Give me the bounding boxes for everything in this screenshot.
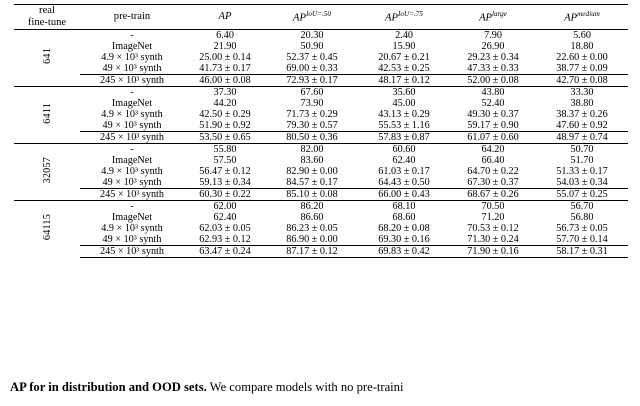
metric-value: 80.50 ± 0.36: [266, 131, 358, 143]
metric-value: 56.73 ± 0.05: [556, 222, 608, 234]
metric-value: 69.30 ± 0.16: [378, 233, 430, 245]
table-row: [14, 155, 628, 166]
row-pretrain-label: 245 × 10³ synth: [80, 74, 184, 86]
metric-value: 63.47 ± 0.24: [184, 245, 266, 257]
table-row: [14, 131, 628, 143]
metric-value: 22.60 ± 0.00: [556, 51, 608, 63]
table-row: [14, 188, 628, 200]
metric-value: 42.70 ± 0.08: [536, 74, 628, 86]
metric-value: 60.30 ± 0.22: [184, 188, 266, 200]
row-pretrain-label: 4.9 × 10³ synth: [101, 108, 163, 120]
metric-value: 84.57 ± 0.17: [286, 176, 338, 188]
metric-value: 72.93 ± 0.17: [266, 74, 358, 86]
metric-value: 58.17 ± 0.31: [536, 245, 628, 257]
table-row: [14, 166, 628, 177]
metric-value: 64.43 ± 0.50: [378, 176, 430, 188]
metric-value: 59.17 ± 0.90: [467, 119, 519, 131]
metric-value: 85.10 ± 0.08: [266, 188, 358, 200]
metric-value: 51.33 ± 0.17: [556, 165, 608, 177]
metric-value: 56.70: [536, 200, 628, 212]
metric-value: 55.80: [184, 143, 266, 155]
metric-value: 51.70: [570, 154, 594, 166]
metric-value: 38.37 ± 0.26: [556, 108, 608, 120]
table-row: [14, 29, 628, 41]
metric-value: 68.20 ± 0.08: [378, 222, 430, 234]
header-ap-large: $AP^{large}$: [450, 5, 536, 30]
metric-value: 6.40: [184, 29, 266, 41]
results-table: [14, 4, 628, 258]
header-ap-iou50: $AP^{IoU=.50}$: [266, 5, 358, 30]
metric-value: 57.70 ± 0.14: [556, 233, 608, 245]
table-row: [14, 52, 628, 63]
metric-value: 82.00: [266, 143, 358, 155]
metric-value: 33.30: [536, 86, 628, 98]
metric-value: 43.13 ± 0.29: [378, 108, 430, 120]
row-pretrain-label: -: [80, 200, 184, 212]
metric-value: 48.17 ± 0.12: [358, 74, 450, 86]
metric-value: 53.50 ± 0.65: [184, 131, 266, 143]
metric-value: 66.40: [481, 154, 505, 166]
row-pretrain-label: 4.9 × 10³ synth: [101, 165, 163, 177]
metric-value: 26.90: [481, 40, 505, 52]
table-row: [14, 200, 628, 212]
metric-value: 48.97 ± 0.74: [536, 131, 628, 143]
metric-value: 38.77 ± 0.09: [556, 62, 608, 74]
caption-rest: We compare models with no pre-traini: [206, 380, 404, 394]
metric-value: 21.90: [213, 40, 237, 52]
metric-value: 15.90: [392, 40, 416, 52]
metric-value: 87.17 ± 0.12: [266, 245, 358, 257]
metric-value: 62.03 ± 0.05: [199, 222, 251, 234]
metric-value: 71.30 ± 0.24: [467, 233, 519, 245]
metric-value: 71.90 ± 0.16: [450, 245, 536, 257]
metric-value: 51.90 ± 0.92: [199, 119, 251, 131]
metric-value: 20.30: [266, 29, 358, 41]
metric-value: 20.67 ± 0.21: [378, 51, 430, 63]
metric-value: 55.07 ± 0.25: [536, 188, 628, 200]
metric-value: 50.70: [536, 143, 628, 155]
metric-value: 49.30 ± 0.37: [467, 108, 519, 120]
table-header-row: [14, 5, 628, 30]
metric-value: 38.80: [570, 97, 594, 109]
header-ap-medium: $AP^{medium}$: [536, 5, 628, 30]
header-pretrain: pre-train: [80, 5, 184, 30]
metric-value: 29.23 ± 0.34: [467, 51, 519, 63]
metric-value: 61.07 ± 0.60: [450, 131, 536, 143]
metric-value: 64.70 ± 0.22: [467, 165, 519, 177]
row-pretrain-label: 49 × 10³ synth: [102, 233, 162, 245]
metric-value: 44.20: [213, 97, 237, 109]
metric-value: 5.60: [536, 29, 628, 41]
row-pretrain-label: ImageNet: [111, 40, 153, 52]
table-row: [14, 74, 628, 86]
metric-value: 66.00 ± 0.43: [358, 188, 450, 200]
metric-value: 64.20: [450, 143, 536, 155]
metric-value: 73.90: [300, 97, 324, 109]
metric-value: 68.10: [358, 200, 450, 212]
metric-value: 37.30: [184, 86, 266, 98]
table-row: [14, 98, 628, 109]
row-pretrain-label: 4.9 × 10³ synth: [101, 222, 163, 234]
row-pretrain-label: -: [80, 143, 184, 155]
metric-value: 67.60: [266, 86, 358, 98]
metric-value: 68.60: [392, 211, 416, 223]
row-pretrain-label: -: [80, 86, 184, 98]
row-pretrain-label: 245 × 10³ synth: [80, 131, 184, 143]
row-pretrain-label: ImageNet: [111, 154, 153, 166]
table-row: [14, 41, 628, 52]
metric-value: 71.20: [481, 211, 505, 223]
paper-table-figure: [0, 4, 640, 406]
metric-value: 62.00: [184, 200, 266, 212]
row-pretrain-label: ImageNet: [111, 97, 153, 109]
header-ap-iou75: $AP^{IoU=.75}$: [358, 5, 450, 30]
row-pretrain-label: -: [80, 29, 184, 41]
row-group-label: 6411: [14, 86, 80, 143]
metric-value: 25.00 ± 0.14: [199, 51, 251, 63]
metric-value: 83.60: [300, 154, 324, 166]
metric-value: 57.83 ± 0.87: [358, 131, 450, 143]
caption-bold-lead: AP for in distribution and OOD sets.: [10, 380, 207, 394]
figure-caption: [10, 380, 634, 404]
row-pretrain-label: ImageNet: [111, 211, 153, 223]
metric-value: 52.37 ± 0.45: [286, 51, 338, 63]
metric-value: 2.40: [358, 29, 450, 41]
metric-value: 35.60: [358, 86, 450, 98]
metric-value: 56.47 ± 0.12: [199, 165, 251, 177]
metric-value: 60.60: [358, 143, 450, 155]
metric-value: 67.30 ± 0.37: [467, 176, 519, 188]
table-row: [14, 120, 628, 132]
table-row: [14, 143, 628, 155]
row-pretrain-label: 245 × 10³ synth: [80, 245, 184, 257]
metric-value: 61.03 ± 0.17: [378, 165, 430, 177]
table-row: [14, 234, 628, 246]
row-pretrain-label: 49 × 10³ synth: [102, 62, 162, 74]
metric-value: 69.00 ± 0.33: [286, 62, 338, 74]
metric-value: 59.13 ± 0.34: [199, 176, 251, 188]
metric-value: 46.00 ± 0.08: [184, 74, 266, 86]
metric-value: 45.00: [392, 97, 416, 109]
table-row: [14, 245, 628, 257]
metric-value: 52.40: [481, 97, 505, 109]
metric-value: 7.90: [450, 29, 536, 41]
header-ap: AP: [184, 5, 266, 30]
table-row: [14, 212, 628, 223]
metric-value: 42.53 ± 0.25: [378, 62, 430, 74]
table-row: [14, 177, 628, 189]
metric-value: 42.50 ± 0.29: [199, 108, 251, 120]
metric-value: 70.50: [450, 200, 536, 212]
metric-value: 47.60 ± 0.92: [556, 119, 608, 131]
metric-value: 41.73 ± 0.17: [199, 62, 251, 74]
metric-value: 79.30 ± 0.57: [286, 119, 338, 131]
metric-value: 68.67 ± 0.26: [450, 188, 536, 200]
metric-value: 71.73 ± 0.29: [286, 108, 338, 120]
table-row: [14, 109, 628, 120]
metric-value: 56.80: [570, 211, 594, 223]
row-pretrain-label: 49 × 10³ synth: [102, 119, 162, 131]
row-group-label: 64115: [14, 200, 80, 257]
metric-value: 62.93 ± 0.12: [199, 233, 251, 245]
header-group-label: real fine-tune: [14, 5, 80, 30]
metric-value: 47.33 ± 0.33: [467, 62, 519, 74]
metric-value: 54.03 ± 0.34: [556, 176, 608, 188]
row-pretrain-label: 245 × 10³ synth: [80, 188, 184, 200]
metric-value: 57.50: [213, 154, 237, 166]
metric-value: 82.90 ± 0.00: [286, 165, 338, 177]
metric-value: 86.23 ± 0.05: [286, 222, 338, 234]
row-pretrain-label: 4.9 × 10³ synth: [101, 51, 163, 63]
metric-value: 70.53 ± 0.12: [467, 222, 519, 234]
metric-value: 18.80: [570, 40, 594, 52]
metric-value: 50.90: [300, 40, 324, 52]
table-row: [14, 223, 628, 234]
metric-value: 62.40: [392, 154, 416, 166]
metric-value: 86.20: [266, 200, 358, 212]
metric-value: 43.80: [450, 86, 536, 98]
table-row: [14, 86, 628, 98]
row-group-label: 641: [14, 29, 80, 86]
metric-value: 86.90 ± 0.00: [286, 233, 338, 245]
metric-value: 69.83 ± 0.42: [358, 245, 450, 257]
row-group-label: 32057: [14, 143, 80, 200]
metric-value: 55.53 ± 1.16: [378, 119, 430, 131]
metric-value: 86.60: [300, 211, 324, 223]
metric-value: 62.40: [213, 211, 237, 223]
metric-value: 52.00 ± 0.08: [450, 74, 536, 86]
row-pretrain-label: 49 × 10³ synth: [102, 176, 162, 188]
table-row: [14, 63, 628, 75]
